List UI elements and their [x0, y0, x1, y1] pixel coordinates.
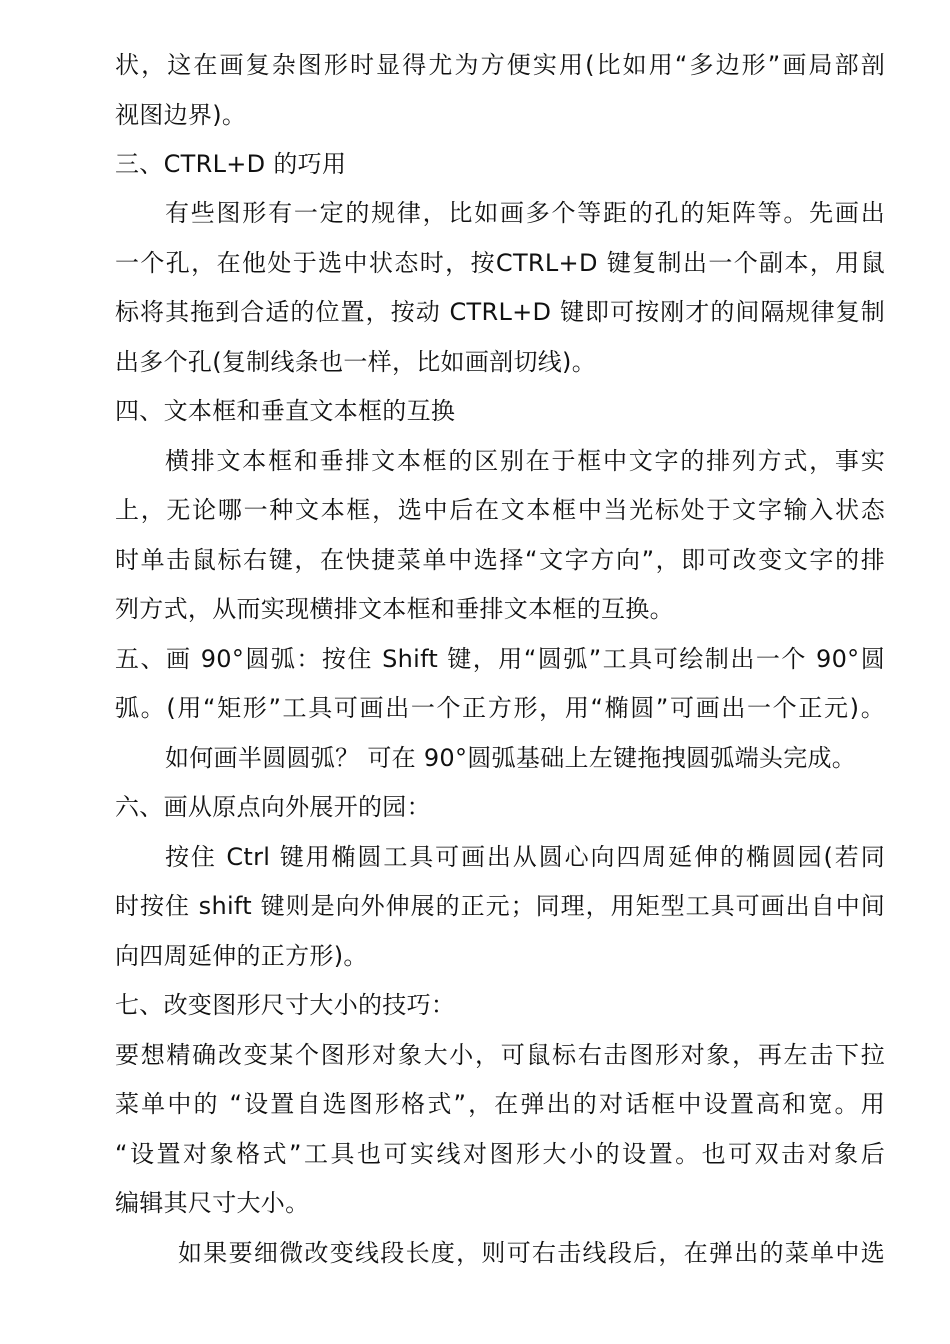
- text-line: 菜单中的 “设置自选图形格式”，在弹出的对话框中设置高和宽。用: [115, 1090, 885, 1118]
- text-line: “设置对象格式”工具也可实线对图形大小的设置。也可双击对象后: [115, 1140, 885, 1168]
- text-line: 上，无论哪一种文本框，选中后在文本框中当光标处于文字输入状态: [115, 496, 885, 524]
- paragraph-first-line: 横排文本框和垂排文本框的区别在于框中文字的排列方式，事实: [165, 447, 885, 475]
- text-line: 编辑其尺寸大小。: [115, 1189, 310, 1217]
- paragraph-first-line: 如果要细微改变线段长度，则可右击线段后，在弹出的菜单中选: [178, 1239, 885, 1267]
- section-heading: 四、文本框和垂直文本框的互换: [115, 397, 456, 425]
- paragraph-first-line: 有些图形有一定的规律，比如画多个等距的孔的矩阵等。先画出: [165, 199, 885, 227]
- text-line: 时按住 shift 键则是向外伸展的正元；同理，用矩型工具可画出自中间: [115, 892, 885, 920]
- section-heading: 五、画 90°圆弧：按住 Shift 键，用“圆弧”工具可绘制出一个 90°圆: [115, 645, 885, 673]
- text-line: 标将其拖到合适的位置，按动 CTRL+D 键即可按刚才的间隔规律复制: [115, 298, 885, 326]
- text-line: 弧。(用“矩形”工具可画出一个正方形，用“椭圆”可画出一个正元)。: [115, 694, 885, 722]
- text-line: 出多个孔(复制线条也一样，比如画剖切线)。: [115, 348, 597, 376]
- section-heading: 七、改变图形尺寸大小的技巧：: [115, 991, 456, 1019]
- section-heading: 三、CTRL+D 的巧用: [115, 150, 347, 178]
- text-line: 视图边界)。: [115, 101, 247, 129]
- text-line: 要想精确改变某个图形对象大小，可鼠标右击图形对象，再左击下拉: [115, 1041, 885, 1069]
- text-line: 向四周延伸的正方形)。: [115, 942, 368, 970]
- text-line: 列方式，从而实现横排文本框和垂排文本框的互换。: [115, 595, 674, 623]
- paragraph-first-line: 按住 Ctrl 键用椭圆工具可画出从圆心向四周延伸的椭圆园(若同: [165, 843, 885, 871]
- text-line: 一个孔，在他处于选中状态时，按CTRL+D 键复制出一个副本，用鼠: [115, 249, 885, 277]
- paragraph-first-line: 如何画半圆圆弧？ 可在 90°圆弧基础上左键拖拽圆弧端头完成。: [165, 744, 857, 772]
- text-line: 时单击鼠标右键，在快捷菜单中选择“文字方向”，即可改变文字的排: [115, 546, 885, 574]
- text-line: 状，这在画复杂图形时显得尤为方便实用(比如用“多边形”画局部剖: [115, 51, 885, 79]
- section-heading: 六、画从原点向外展开的园：: [115, 793, 431, 821]
